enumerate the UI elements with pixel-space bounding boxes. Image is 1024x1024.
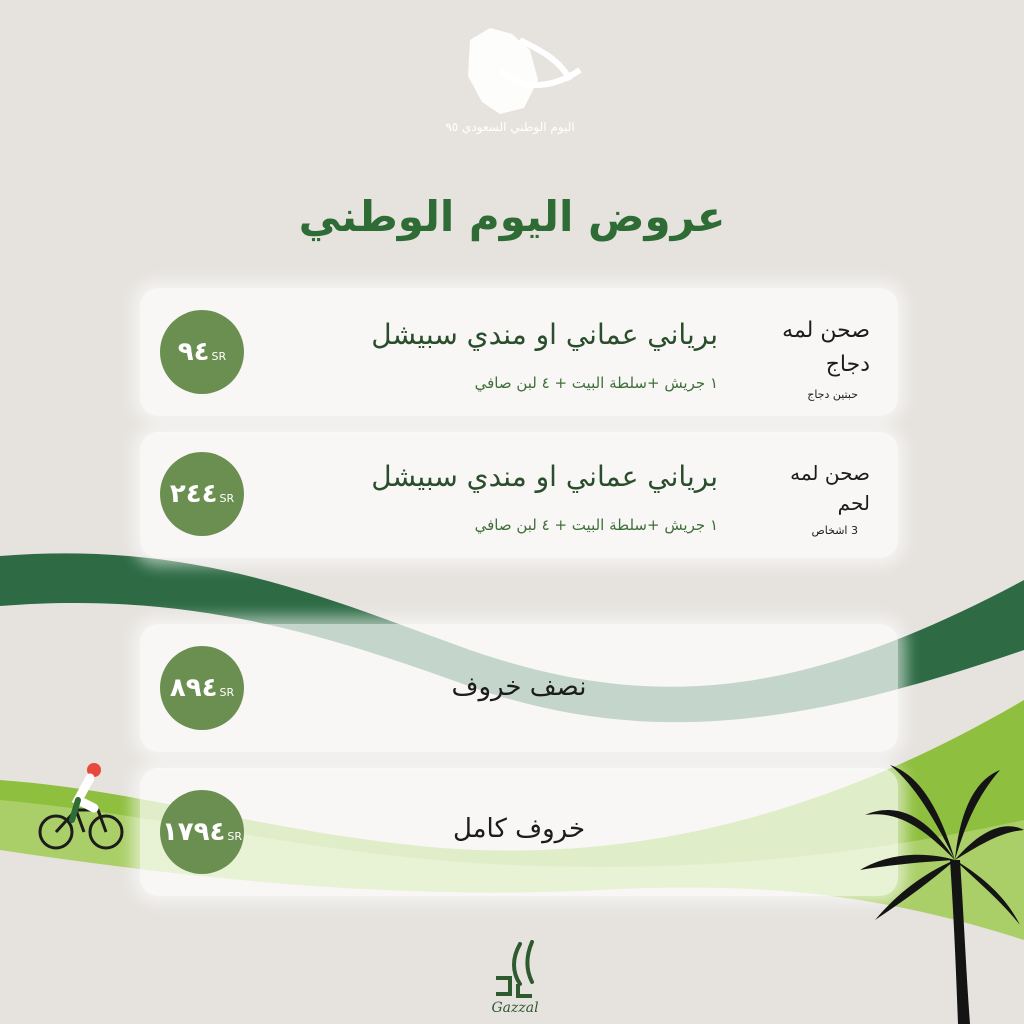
price-amount: ٨٩٤: [169, 673, 218, 703]
price-amount: ٩٤: [177, 337, 210, 367]
dish-extras: ١ جريش +سلطة البيت + ٤ لبن صافي: [474, 374, 718, 392]
offer-card: [140, 288, 898, 416]
dish-name: نصف خروف: [451, 672, 587, 702]
offer-card: [140, 432, 898, 558]
price-currency: SR: [219, 491, 235, 505]
plate-title: صحن لمه دجاج: [782, 318, 870, 377]
logo-caption: اليوم الوطني السعودي ٩٥: [445, 120, 575, 134]
price-badge: [160, 310, 244, 394]
plate-title: صحن لمه لحم: [790, 461, 870, 515]
price-badge: [160, 790, 244, 874]
offer-card: [140, 768, 898, 896]
dish-extras: ١ جريش +سلطة البيت + ٤ لبن صافي: [474, 516, 718, 534]
price-currency: SR: [211, 349, 227, 363]
dish-name: برياني عماني او مندي سبيشل: [371, 460, 718, 493]
plate-note: حبتين دجاج: [807, 388, 858, 401]
dish-name: برياني عماني او مندي سبيشل: [371, 318, 718, 351]
price-badge: [160, 452, 244, 536]
brand-name: Gazzal: [491, 1000, 539, 1016]
price-amount: ٢٤٤: [169, 479, 218, 509]
page-title: عروض اليوم الوطني: [298, 192, 726, 241]
price-currency: SR: [227, 829, 243, 843]
plate-note: 3 اشخاص: [811, 524, 858, 537]
cyclist-illustration: [36, 760, 126, 855]
dish-name: خروف كامل: [452, 814, 586, 844]
price-currency: SR: [219, 685, 235, 699]
palm-tree-illustration: [860, 760, 1024, 1024]
price-amount: ١٧٩٤: [161, 817, 226, 847]
price-badge: [160, 646, 244, 730]
offer-card: [140, 624, 898, 752]
